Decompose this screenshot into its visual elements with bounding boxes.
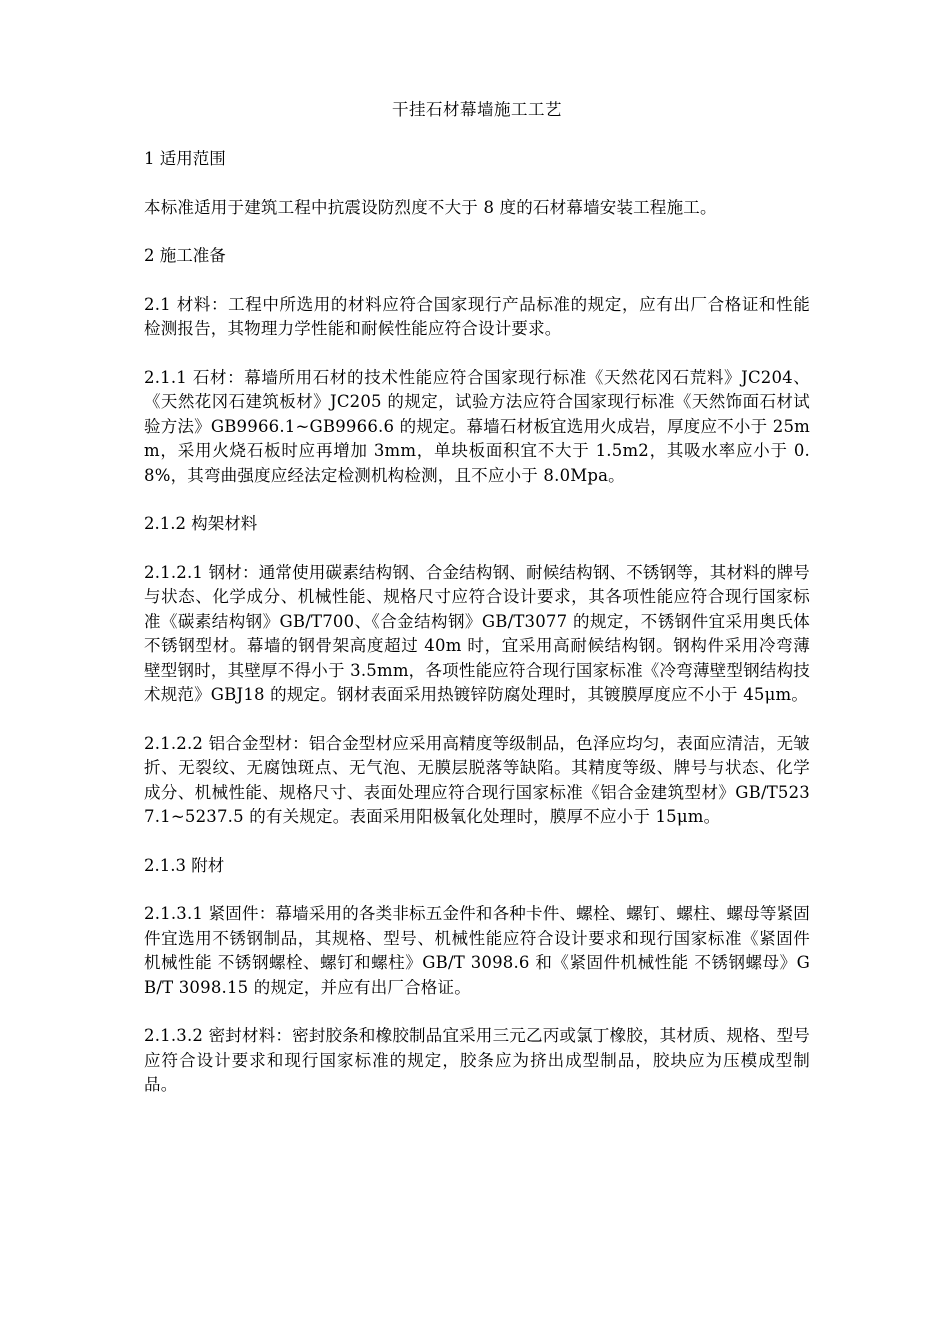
paragraph-2-1-materials: 2.1 材料：工程中所选用的材料应符合国家现行产品标准的规定，应有出厂合格证和性能检测报告，其物理力学性能和耐候性能应符合设计要求。 bbox=[144, 294, 810, 338]
section-heading-2-1-3: 2.1.3 附材 bbox=[144, 855, 225, 875]
paragraph-2-1-2-1-steel: 2.1.2.1 钢材：通常使用碳素结构钢、合金结构钢、耐候结构钢、不锈钢等，其材料的牌号与状态、化学成分、机械性能、规格尺寸应符合设计要求，其各项性能应符合现行国家标准《碳素结构钢》GB/T700、《合金结构钢》GB/T3077 的规定，不锈钢件宜采用奥氏体不锈钢型材。幕墙的钢骨架高度超过 40m 时，宜采用高耐候结构钢。钢构件采用冷弯薄壁型钢时，其壁厚不得小于 3.5mm，各项性能应符合现行国家标准《冷弯薄壁型钢结构技术规范》GBJ18 的规定。钢材表面采用热镀锌防腐处理时，其镀膜厚度应不小于 45μm。 bbox=[144, 562, 810, 704]
paragraph-2-1-2-2-aluminum: 2.1.2.2 铝合金型材：铝合金型材应采用高精度等级制品，色泽应均匀，表面应清洁，无皱折、无裂纹、无腐蚀斑点、无气泡、无膜层脱落等缺陷。其精度等级、牌号与状态、化学成分、机械性能、规格尺寸、表面处理应符合现行国家标准《铝合金建筑型材》GB/T5237.1~5237.5 的有关规定。表面采用阳极氧化处理时，膜厚不应小于 15μm。 bbox=[144, 733, 810, 826]
document-body bbox=[144, 96, 810, 1122]
section-heading-1: 1 适用范围 bbox=[144, 149, 226, 168]
paragraph-2-1-3-1-fasteners: 2.1.3.1 紧固件：幕墙采用的各类非标五金件和各种卡件、螺栓、螺钉、螺柱、螺母等紧固件宜选用不锈钢制品，其规格、型号、机械性能应符合设计要求和现行国家标准《紧固件机械性能 不锈钢螺栓、螺钉和螺柱》GB/T 3098.6 和《紧固件机械性能 不锈钢螺母》GB/T 3098.15 的规定，并应有出厂合格证。 bbox=[144, 904, 810, 997]
paragraph-2-1-1-stone: 2.1.1 石材：幕墙所用石材的技术性能应符合国家现行标准《天然花冈石荒料》JC204、《天然花冈石建筑板材》JC205 的规定，试验方法应符合国家现行标准《天然饰面石材试验方法》GB9966.1~GB9966.6 的规定。幕墙石材板宜选用火成岩，厚度应不小于 25mm，采用火烧石板时应再增加 3mm，单块板面积宜不大于 1.5m2，其吸水率应小于 0.8%，其弯曲强度应经法定检测机构检测，且不应小于 8.0Mpa。 bbox=[144, 367, 810, 485]
document-title: 干挂石材幕墙施工工艺 bbox=[392, 100, 562, 119]
paragraph-scope: 本标准适用于建筑工程中抗震设防烈度不大于 8 度的石材幕墙安装工程施工。 bbox=[144, 197, 717, 217]
paragraph-2-1-3-2-sealing: 2.1.3.2 密封材料：密封胶条和橡胶制品宜采用三元乙丙或氯丁橡胶，其材质、规格、型号应符合设计要求和现行国家标准的规定，胶条应为挤出成型制品，胶块应为压模成型制品。 bbox=[144, 1026, 810, 1094]
section-heading-2: 2 施工准备 bbox=[144, 246, 226, 265]
section-heading-2-1-2: 2.1.2 构架材料 bbox=[144, 514, 258, 533]
